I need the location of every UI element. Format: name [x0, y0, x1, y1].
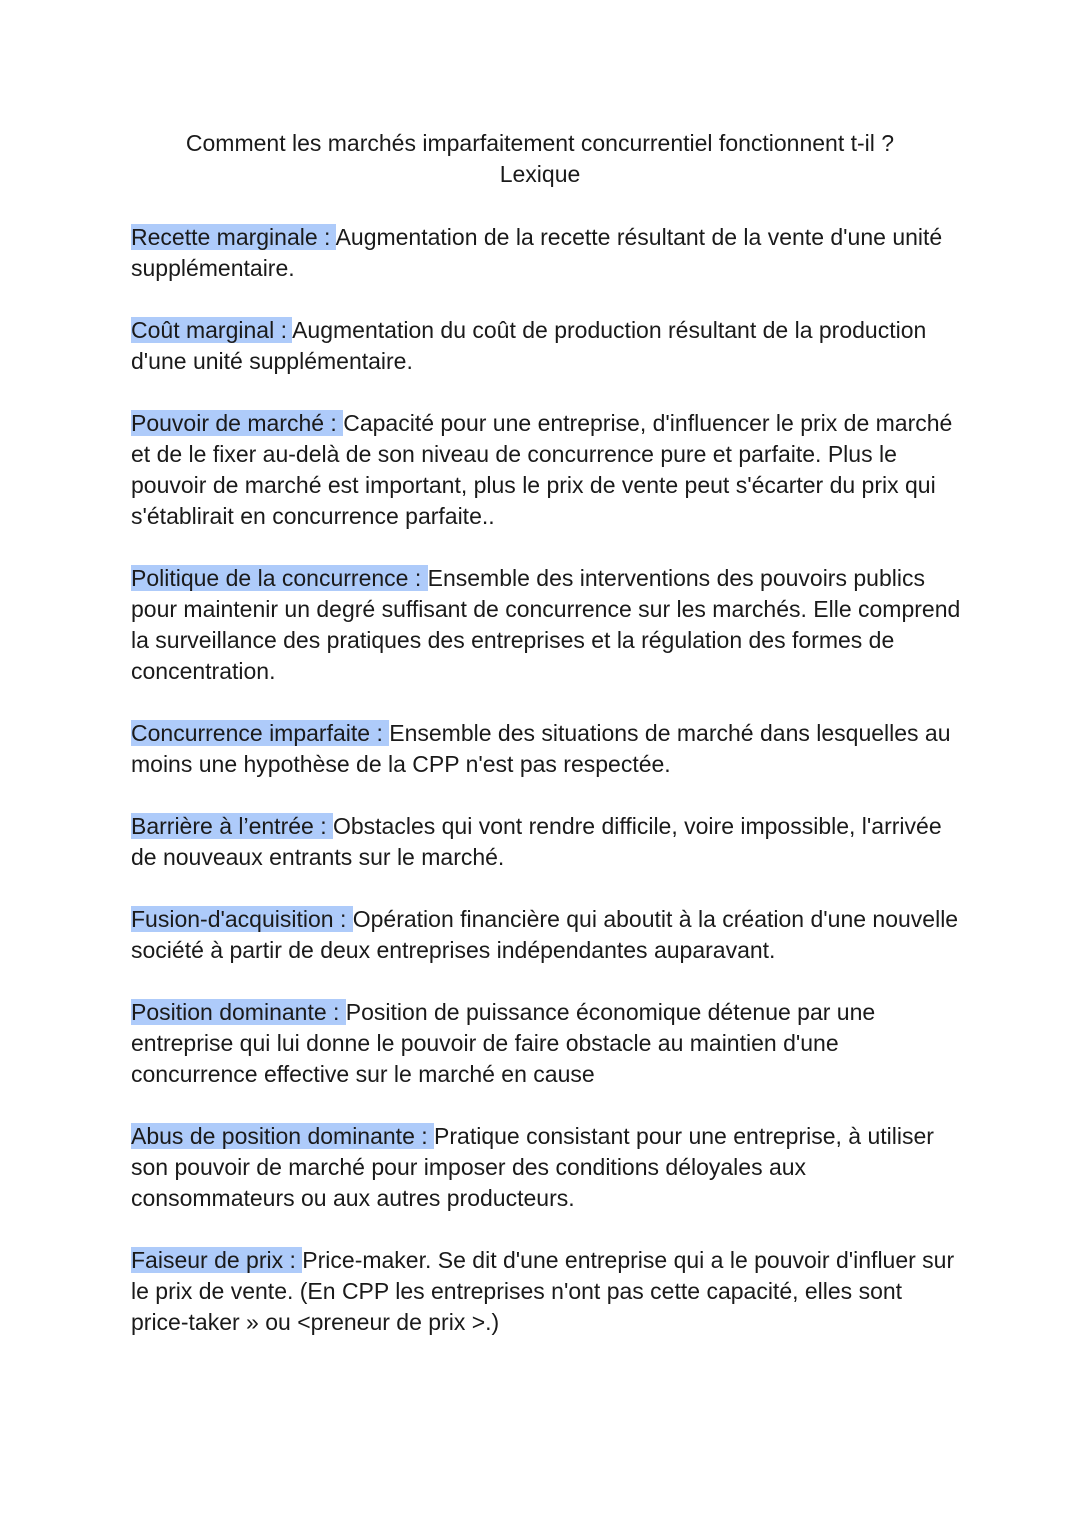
glossary-entry: [131, 315, 961, 377]
glossary-definition: Ensemble des situations de marché dans lesquelles au moins une hypothèse de la CPP n'est pas respectée.: [131, 720, 951, 777]
glossary-list: [131, 222, 961, 1369]
glossary-entry: [131, 811, 961, 873]
glossary-term: Fusion-d'acquisition :: [131, 906, 353, 932]
glossary-entry: [131, 997, 961, 1090]
glossary-entry: [131, 1121, 961, 1214]
glossary-entry: [131, 222, 961, 284]
glossary-term: Coût marginal :: [131, 317, 293, 343]
glossary-entry: [131, 718, 961, 780]
glossary-entry: [131, 563, 961, 687]
glossary-term: Faiseur de prix :: [131, 1247, 303, 1273]
glossary-term: Concurrence imparfaite :: [131, 720, 390, 746]
glossary-term: Recette marginale :: [131, 224, 336, 250]
glossary-definition: Obstacles qui vont rendre difficile, voire impossible, l'arrivée de nouveaux entrants sur le marché.: [131, 813, 942, 870]
glossary-term: Pouvoir de marché :: [131, 410, 344, 436]
document-header: [0, 128, 1080, 190]
glossary-definition: Price-maker. Se dit d'une entreprise qui a le pouvoir d'influer sur le prix de vente. (En CPP les entreprises n'ont pas cette capacité, elles sont price-taker » ou <preneur de prix >.): [131, 1247, 955, 1335]
glossary-term: Abus de position dominante :: [131, 1123, 435, 1149]
glossary-definition: Capacité pour une entreprise, d'influencer le prix de marché et de le fixer au-delà de son niveau de concurrence pure et parfaite. Plus le pouvoir de marché est important, plus le prix de vente peut s'écarter du prix qui s'établirait en concurrence parfaite..: [131, 410, 953, 529]
glossary-entry: [131, 904, 961, 966]
page-subtitle: Lexique: [499, 161, 581, 187]
page-title: Comment les marchés imparfaitement concurrentiel fonctionnent t-il ?: [185, 130, 895, 156]
glossary-term: Barrière à l’entrée :: [131, 813, 333, 839]
glossary-definition: Opération financière qui aboutit à la création d'une nouvelle société à partir de deux entreprises indépendantes auparavant.: [131, 906, 959, 963]
glossary-definition: Augmentation de la recette résultant de la vente d'une unité supplémentaire.: [131, 224, 943, 281]
glossary-definition: Ensemble des interventions des pouvoirs publics pour maintenir un degré suffisant de concurrence sur les marchés. Elle comprend la surveillance des pratiques des entreprises et la régulation des formes de concentration.: [131, 565, 961, 684]
glossary-definition: Position de puissance économique détenue par une entreprise qui lui donne le pouvoir de faire obstacle au maintien d'une concurrence effective sur le marché en cause: [131, 999, 876, 1087]
glossary-definition: Pratique consistant pour une entreprise, à utiliser son pouvoir de marché pour imposer des conditions déloyales aux consommateurs ou aux autres producteurs.: [131, 1123, 934, 1211]
glossary-definition: Augmentation du coût de production résultant de la production d'une unité supplémentaire.: [131, 317, 927, 374]
glossary-entry: [131, 1245, 961, 1338]
glossary-entry: [131, 408, 961, 532]
glossary-term: Politique de la concurrence :: [131, 565, 428, 591]
glossary-term: Position dominante :: [131, 999, 346, 1025]
